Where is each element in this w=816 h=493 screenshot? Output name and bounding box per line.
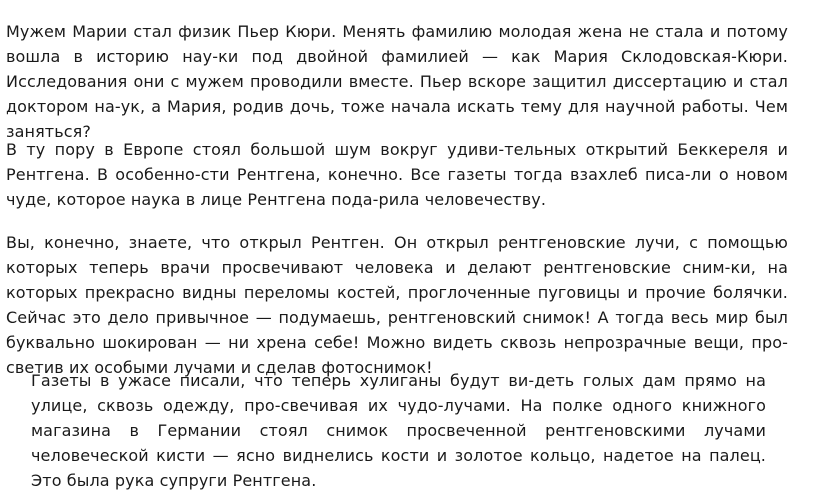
paragraph-curie-marriage: Мужем Марии стал физик Пьер Кюри. Менять фамилию молодая жена не стала и потому вошла в историю нау-ки под двойной фамилией — как Мария Склодовская-Кюри. Исследования они с мужем проводили вместе. Пьер вскоре защитил диссертацию и стал доктором на-ук, а Мария, родив дочь, тоже начала искать тему для научной работы. Чем заняться? (6, 22, 788, 141)
paragraph-newspapers: Газеты в ужасе писали, что теперь хулиганы будут ви-деть голых дам прямо на улице, сквозь одежду, про-свечивая их чудо-лучами. На полке одного книжного магазина в Германии стоял снимок просвеченной рентгеновскими лучами человеческой кисти — ясно виднелись кости и золотое кольцо, надетое на палец. Это была рука супруги Рентгена. (31, 371, 766, 490)
paragraph-becquerel-roentgen: В ту пору в Европе стоял большой шум вокруг удиви-тельных открытий Беккереля и Рентгена. В особенно-сти Рентгена, конечно. Все газеты тогда взахлеб писа-ли о новом чуде, которое наука в лице Рентгена пода-рила человечеству. (6, 140, 788, 209)
paragraph-xray-discovery: Вы, конечно, знаете, что открыл Рентген. Он открыл рентгеновские лучи, с помощью которых теперь врачи просвечивают человека и делают рентгеновские сним-ки, на которых прекрасно видны переломы костей, проглоченные пуговицы и прочие болячки. Сейчас это дело привычное — подумаешь, рентгеновский снимок! А тогда весь мир был буквально шокирован — ни хрена себе! Можно видеть сквозь непрозрачные вещи, про-светив их особыми лучами и сделав фотоснимок! (6, 233, 788, 377)
